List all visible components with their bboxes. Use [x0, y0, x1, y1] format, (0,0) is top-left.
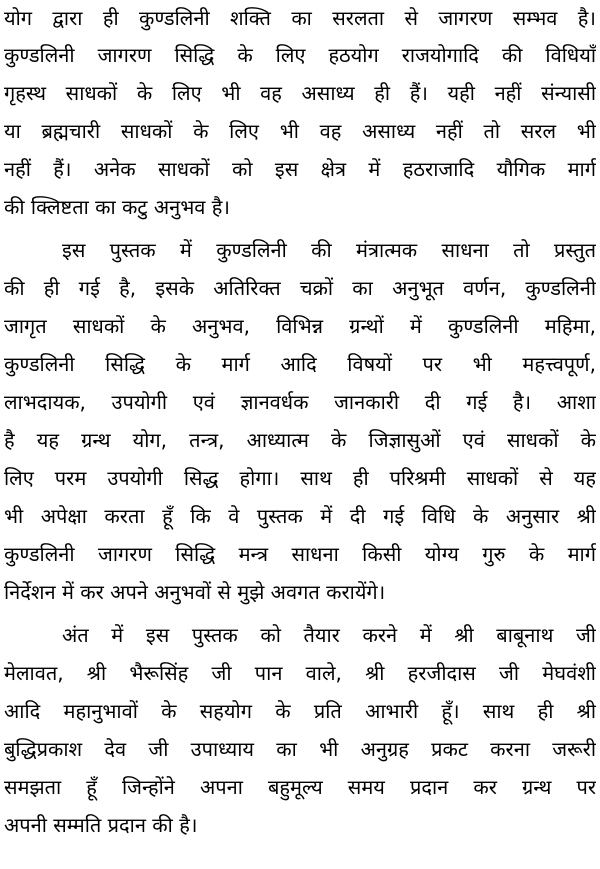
- text-line: कुण्डलिनी जागरण सिद्धि मन्त्र साधना किसी योग्य गुरु के मार्ग: [4, 542, 596, 566]
- text-line: भी अपेक्षा करता हूँ कि वे पुस्तक में दी गई विधि के अनुसार श्री: [4, 504, 596, 528]
- text-line: योग द्वारा ही कुण्डलिनी शक्ति का सरलता से जागरण सम्भव है।: [4, 6, 596, 30]
- text-line: अंत में इस पुस्तक को तैयार करने में श्री बाबूनाथ जी: [62, 623, 596, 647]
- text-line: मेलावत, श्री भैरूसिंह जी पान वाले, श्री हरजीदास जी मेघवंशी: [4, 661, 596, 685]
- text-line: लाभदायक, उपयोगी एवं ज्ञानवर्धक जानकारी दी गई है। आशा: [4, 390, 596, 414]
- text-line: है यह ग्रन्थ योग, तन्त्र, आध्यात्म के जिज्ञासुओं एवं साधकों के: [4, 428, 596, 452]
- text-line: लिए परम उपयोगी सिद्ध होगा। साथ ही परिश्रमी साधकों से यह: [4, 466, 596, 490]
- text-line: गृहस्थ साधकों के लिए भी वह असाध्य ही हैं। यही नहीं संन्यासी: [4, 81, 596, 105]
- text-line: नहीं हैं। अनेक साधकों को इस क्षेत्र में हठराजादि यौगिक मार्ग: [4, 157, 596, 181]
- text-line: की क्लिष्टता का कटु अनुभव है।: [4, 195, 230, 219]
- text-line: या ब्रह्मचारी साधकों के लिए भी वह असाध्य नहीं तो सरल भी: [4, 119, 596, 143]
- text-line: बुद्धिप्रकाश देव जी उपाध्याय का भी अनुग्रह प्रकट करना जरूरी: [4, 737, 596, 761]
- text-line: निर्देशन में कर अपने अनुभवों से मुझे अवगत करायेंगे।: [4, 580, 386, 604]
- text-line: समझता हूँ जिन्होंने अपना बहुमूल्य समय प्रदान कर ग्रन्थ पर: [4, 775, 596, 799]
- text-line: कुण्डलिनी जागरण सिद्धि के लिए हठयोग राजयोगादि की विधियाँ: [4, 43, 596, 67]
- text-line: अपनी सम्मति प्रदान की है।: [4, 813, 198, 837]
- text-line: आदि महानुभावों के सहयोग के प्रति आभारी हूँ। साथ ही श्री: [4, 699, 596, 723]
- text-line: इस पुस्तक में कुण्डलिनी की मंत्रात्मक साधना तो प्रस्तुत: [62, 238, 596, 262]
- text-line: जागृत साधकों के अनुभव, विभिन्न ग्रन्थों में कुण्डलिनी महिमा,: [4, 314, 596, 338]
- text-line: कुण्डलिनी सिद्धि के मार्ग आदि विषयों पर भी महत्त्वपूर्ण,: [4, 352, 596, 376]
- text-line: की ही गई है, इसके अतिरिक्त चक्रों का अनुभूत वर्णन, कुण्डलिनी: [4, 276, 596, 300]
